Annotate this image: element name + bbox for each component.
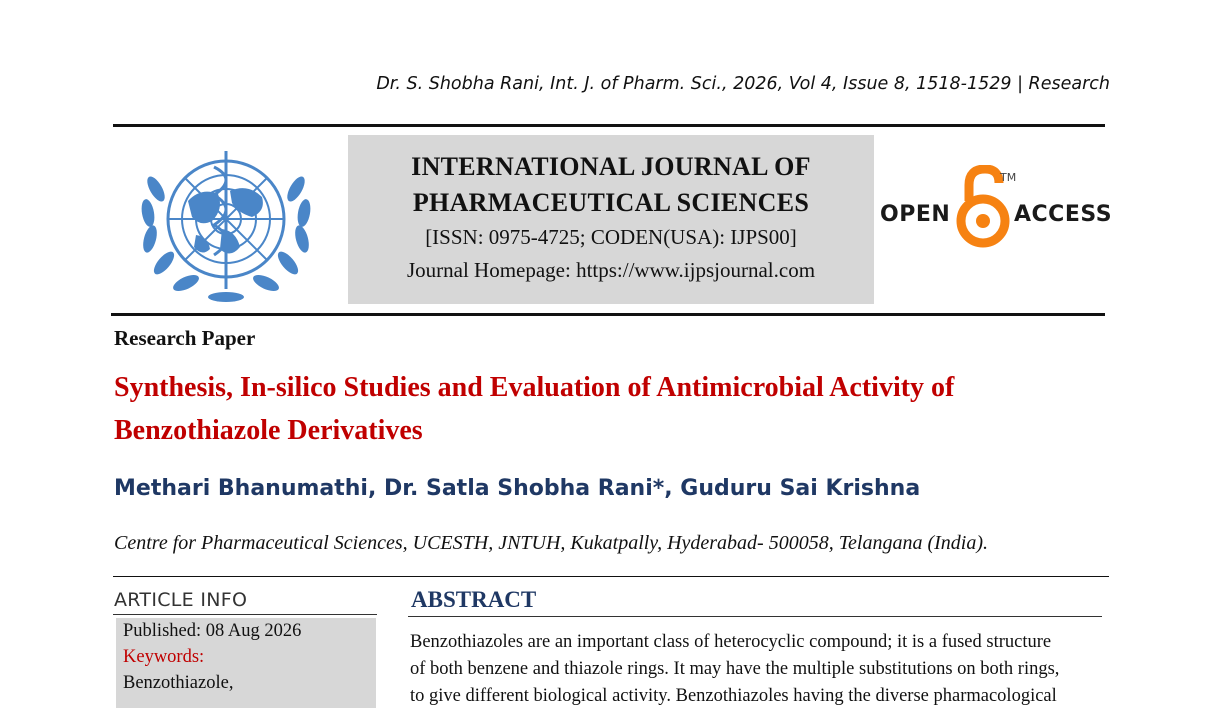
keywords-label: Keywords: (123, 647, 205, 667)
journal-title-line2: PHARMACEUTICAL SCIENCES (412, 188, 810, 217)
header-bottom-rule (111, 313, 1105, 316)
open-access-logo (880, 165, 1112, 255)
journal-title-box (348, 135, 874, 304)
journal-issn: [ISSN: 0975-4725; CODEN(USA): IJPS00] (425, 225, 797, 249)
open-access-access-label: ACCESS (1014, 202, 1113, 227)
abstract-rule (408, 616, 1102, 617)
header-top-rule (113, 124, 1105, 127)
journal-homepage[interactable]: Journal Homepage: https://www.ijpsjournal.com (406, 258, 816, 282)
abstract-text (410, 629, 1110, 710)
open-access-tm: TM (1000, 171, 1017, 184)
keyword-item: Benzothiazole, (123, 673, 234, 693)
article-info-heading: ARTICLE INFO (114, 589, 248, 611)
journal-title-line1: INTERNATIONAL JOURNAL OF (411, 152, 811, 181)
abstract-line: to give different biological activity. Benzothiazoles having the diverse pharmacological (410, 686, 1057, 706)
article-type: Research Paper (114, 326, 256, 350)
citation-header: Dr. S. Shobha Rani, Int. J. of Pharm. Sci., 2026, Vol 4, Issue 8, 1518-1529 | Research (376, 74, 1110, 94)
abstract-heading: ABSTRACT (411, 587, 537, 612)
journal-emblem-logo (126, 139, 326, 307)
article-affiliation: Centre for Pharmaceutical Sciences, UCESTH, JNTUH, Kukatpally, Hyderabad- 500058, Telangana (India). (114, 532, 988, 554)
article-title: Synthesis, In-silico Studies and Evaluation of Antimicrobial Activity of Benzothiazole Derivatives (114, 372, 955, 446)
article-authors: Methari Bhanumathi, Dr. Satla Shobha Rani*, Guduru Sai Krishna (114, 476, 921, 501)
abstract-line: Benzothiazoles are an important class of heterocyclic compound; it is a fused structure (410, 632, 1052, 652)
article-info-rule (113, 614, 377, 615)
abstract-line: of both benzene and thiazole rings. It may have the multiple substitutions on both rings, (410, 659, 1060, 679)
published-date: Published: 08 Aug 2026 (123, 621, 302, 641)
open-access-open-label: OPEN (880, 202, 951, 227)
section-divider (113, 576, 1109, 577)
